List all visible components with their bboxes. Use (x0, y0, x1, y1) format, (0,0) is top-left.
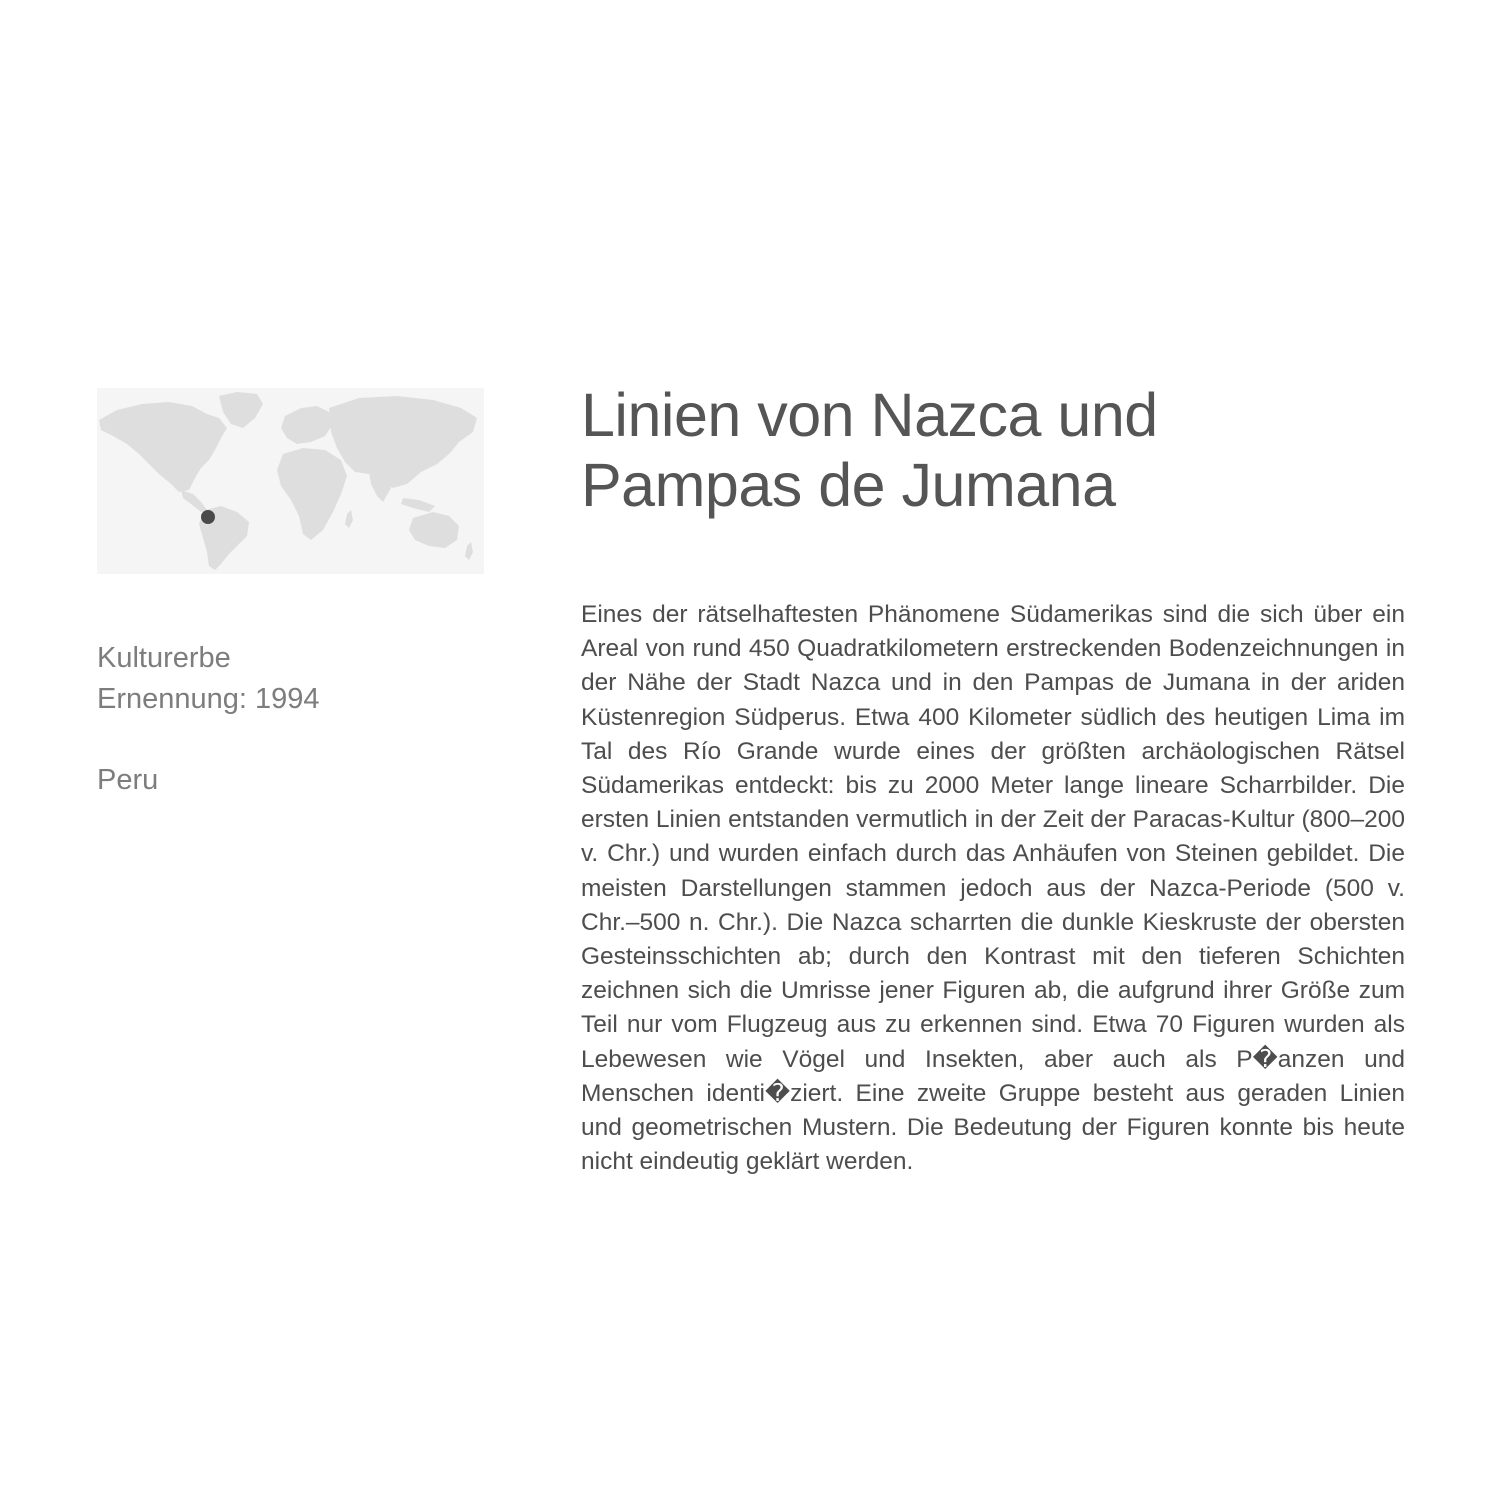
india-shape (369, 472, 391, 502)
europe-shape (281, 406, 333, 444)
greenland-shape (219, 392, 263, 428)
indonesia-shape (401, 498, 435, 512)
world-map (97, 388, 484, 574)
africa-shape (277, 448, 347, 540)
designation-year: Ernennung: 1994 (97, 683, 320, 715)
page-title (581, 380, 1441, 520)
madagascar-shape (345, 510, 353, 528)
heritage-category: Kulturerbe (97, 642, 231, 674)
country-name: Peru (97, 764, 159, 796)
description-text: Eines der rätselhaftesten Phänomene Südamerikas sind die sich über ein Areal von rund 450 Quadratkilometern erstreckenden Bodenzeichnungen in der Nähe der Stadt Nazca und in den Pampas de Jumana in der ariden Küstenregion Südperus. Etwa 400 Kilometer südlich des heutigen Lima im Tal des Río Grande wurde eines der größten archäologischen Rätsel Südamerikas entdeckt: bis zu 2000 Meter lange lineare Scharrbilder. Die ersten Linien entstanden vermutlich in der Zeit der Paracas-Kultur (800–200 v. Chr.) und wurden einfach durch das Anhäufen von Steinen gebildet. Die meisten Darstellungen stammen jedoch aus der Nazca-Periode (500 v. Chr.–500 n. Chr.). Die Nazca scharrten die dunkle Kieskruste der obersten Gesteinsschichten ab; durch den Kontrast mit den tieferen Schichten zeichnen sich die Umrisse jener Figuren ab, die aufgrund ihrer Größe zum Teil nur vom Flugzeug aus zu erkennen sind. Etwa 70 Figuren wurden als Lebewesen wie Vögel und Insekten, aber auch als P�anzen und Menschen identi�ziert. Eine zweite Gruppe besteht aus geraden Linien und geometrischen Mustern. Die Bedeutung der Figuren konnte bis heute nicht eindeutig geklärt werden. (581, 601, 1405, 1176)
location-marker-icon (201, 510, 215, 524)
spacer (97, 720, 497, 760)
new-zealand-shape (465, 542, 473, 560)
north-america-shape (99, 402, 227, 492)
australia-shape (409, 512, 459, 548)
title-line-1: Linien von Nazca und (581, 381, 1158, 449)
world-map-graphic (97, 388, 484, 574)
central-america-shape (181, 490, 207, 512)
site-meta (97, 638, 497, 801)
title-line-2: Pampas de Jumana (581, 451, 1116, 519)
